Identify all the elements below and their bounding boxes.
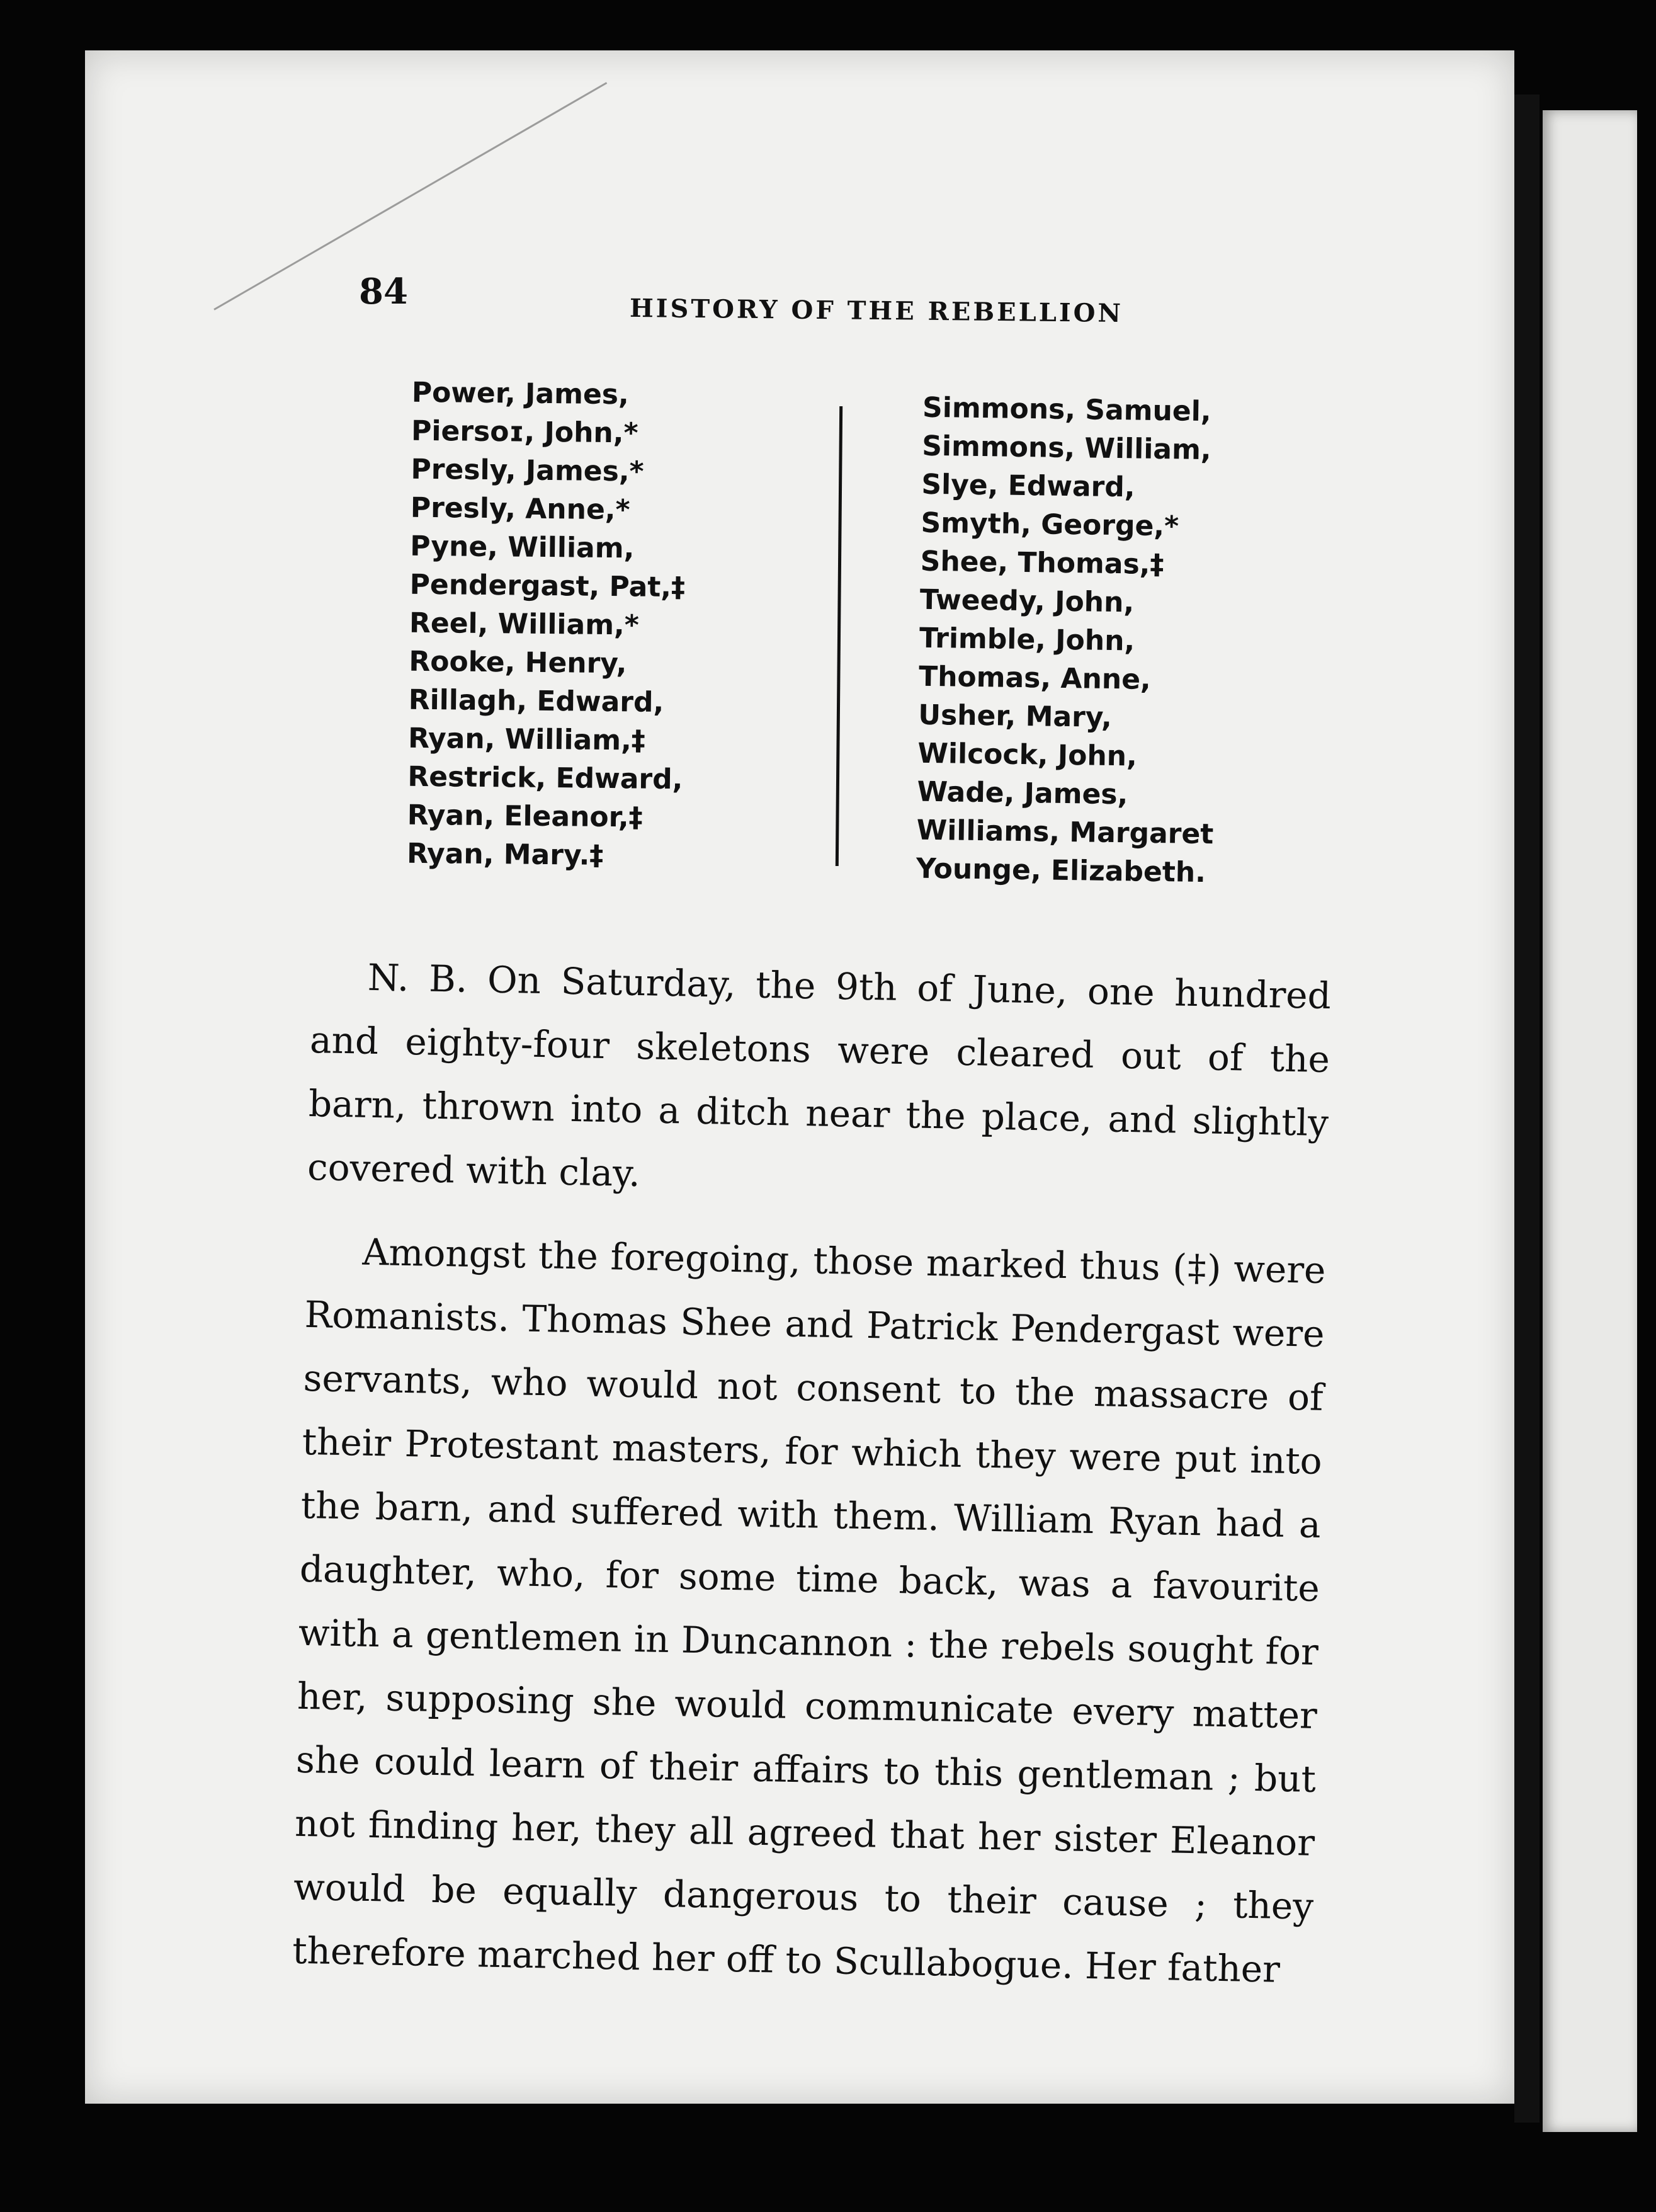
name-entry: Tweedy, John,: [919, 583, 1135, 619]
name-entry: Presly, Anne,*: [410, 491, 630, 527]
facing-page-edge: [1543, 110, 1637, 2132]
name-entry: Williams, Margaret: [916, 814, 1214, 851]
name-entry: Trimble, John,: [919, 622, 1135, 658]
name-entry: Pyne, William,: [410, 530, 635, 565]
name-entry: Thomas, Anne,: [918, 660, 1152, 696]
name-entry: Ryan, Eleanor,‡: [407, 799, 643, 834]
name-entry: Piersoɪ, John,*: [411, 414, 638, 450]
names-column-right: [916, 389, 1220, 892]
paragraph-nb: N. B. On Saturday, the 9th of June, one hundred and eighty-four skeletons were cleared out of the barn, thrown into a ditch near the place, and slightly covered with clay.: [307, 955, 1332, 1195]
name-entry: Wilcock, John,: [917, 737, 1138, 773]
gutter-shadow: [1514, 94, 1540, 2123]
name-entry: Younge, Elizabeth.: [916, 852, 1206, 889]
paragraph-romanists: Amongst the foregoing, those marked thus (‡) were Romanists. Thomas Shee and Patrick Pendergast were servants, who would not consent to the massacre of their Protestant masters, for which they were put into the barn, and suffered with them. William Ryan had a daughter, who, for some time back, was a favourite with a gentlemen in Duncannon : the rebels sought for her, supposing she would communicate every matter she could learn of their affairs to this gentleman ; but not finding her, they all agreed that her sister Eleanor would be equally dangerous to their cause ; they therefore marched her off to Scullabogue. Her father: [292, 1230, 1327, 1991]
page-number: 84: [359, 271, 408, 312]
name-entry: Rillagh, Edward,: [408, 683, 664, 719]
name-entry: Rooke, Henry,: [409, 645, 627, 680]
name-entry: Ryan, Mary.‡: [406, 837, 604, 872]
name-entry: Wade, James,: [917, 775, 1128, 811]
name-entry: Pendergast, Pat,‡: [409, 568, 686, 604]
name-entry: Simmons, Samuel,: [922, 391, 1211, 428]
name-entry: Presly, James,*: [411, 453, 644, 488]
name-entry: Simmons, William,: [921, 430, 1211, 467]
name-entry: Shee, Thomas,‡: [920, 545, 1164, 581]
running-head: HISTORY OF THE REBELLION: [629, 293, 1124, 329]
body-text: [292, 945, 1332, 2022]
names-column-left: [407, 373, 688, 876]
name-entry: Ryan, William,‡: [407, 722, 646, 757]
name-entry: Restrick, Edward,: [407, 760, 683, 796]
name-entry: Slye, Edward,: [921, 468, 1135, 504]
name-entry: Power, James,: [411, 376, 629, 411]
name-entry: Smyth, George,*: [921, 506, 1179, 543]
name-entry: Usher, Mary,: [917, 698, 1113, 734]
name-entry: Reel, William,*: [409, 607, 640, 642]
